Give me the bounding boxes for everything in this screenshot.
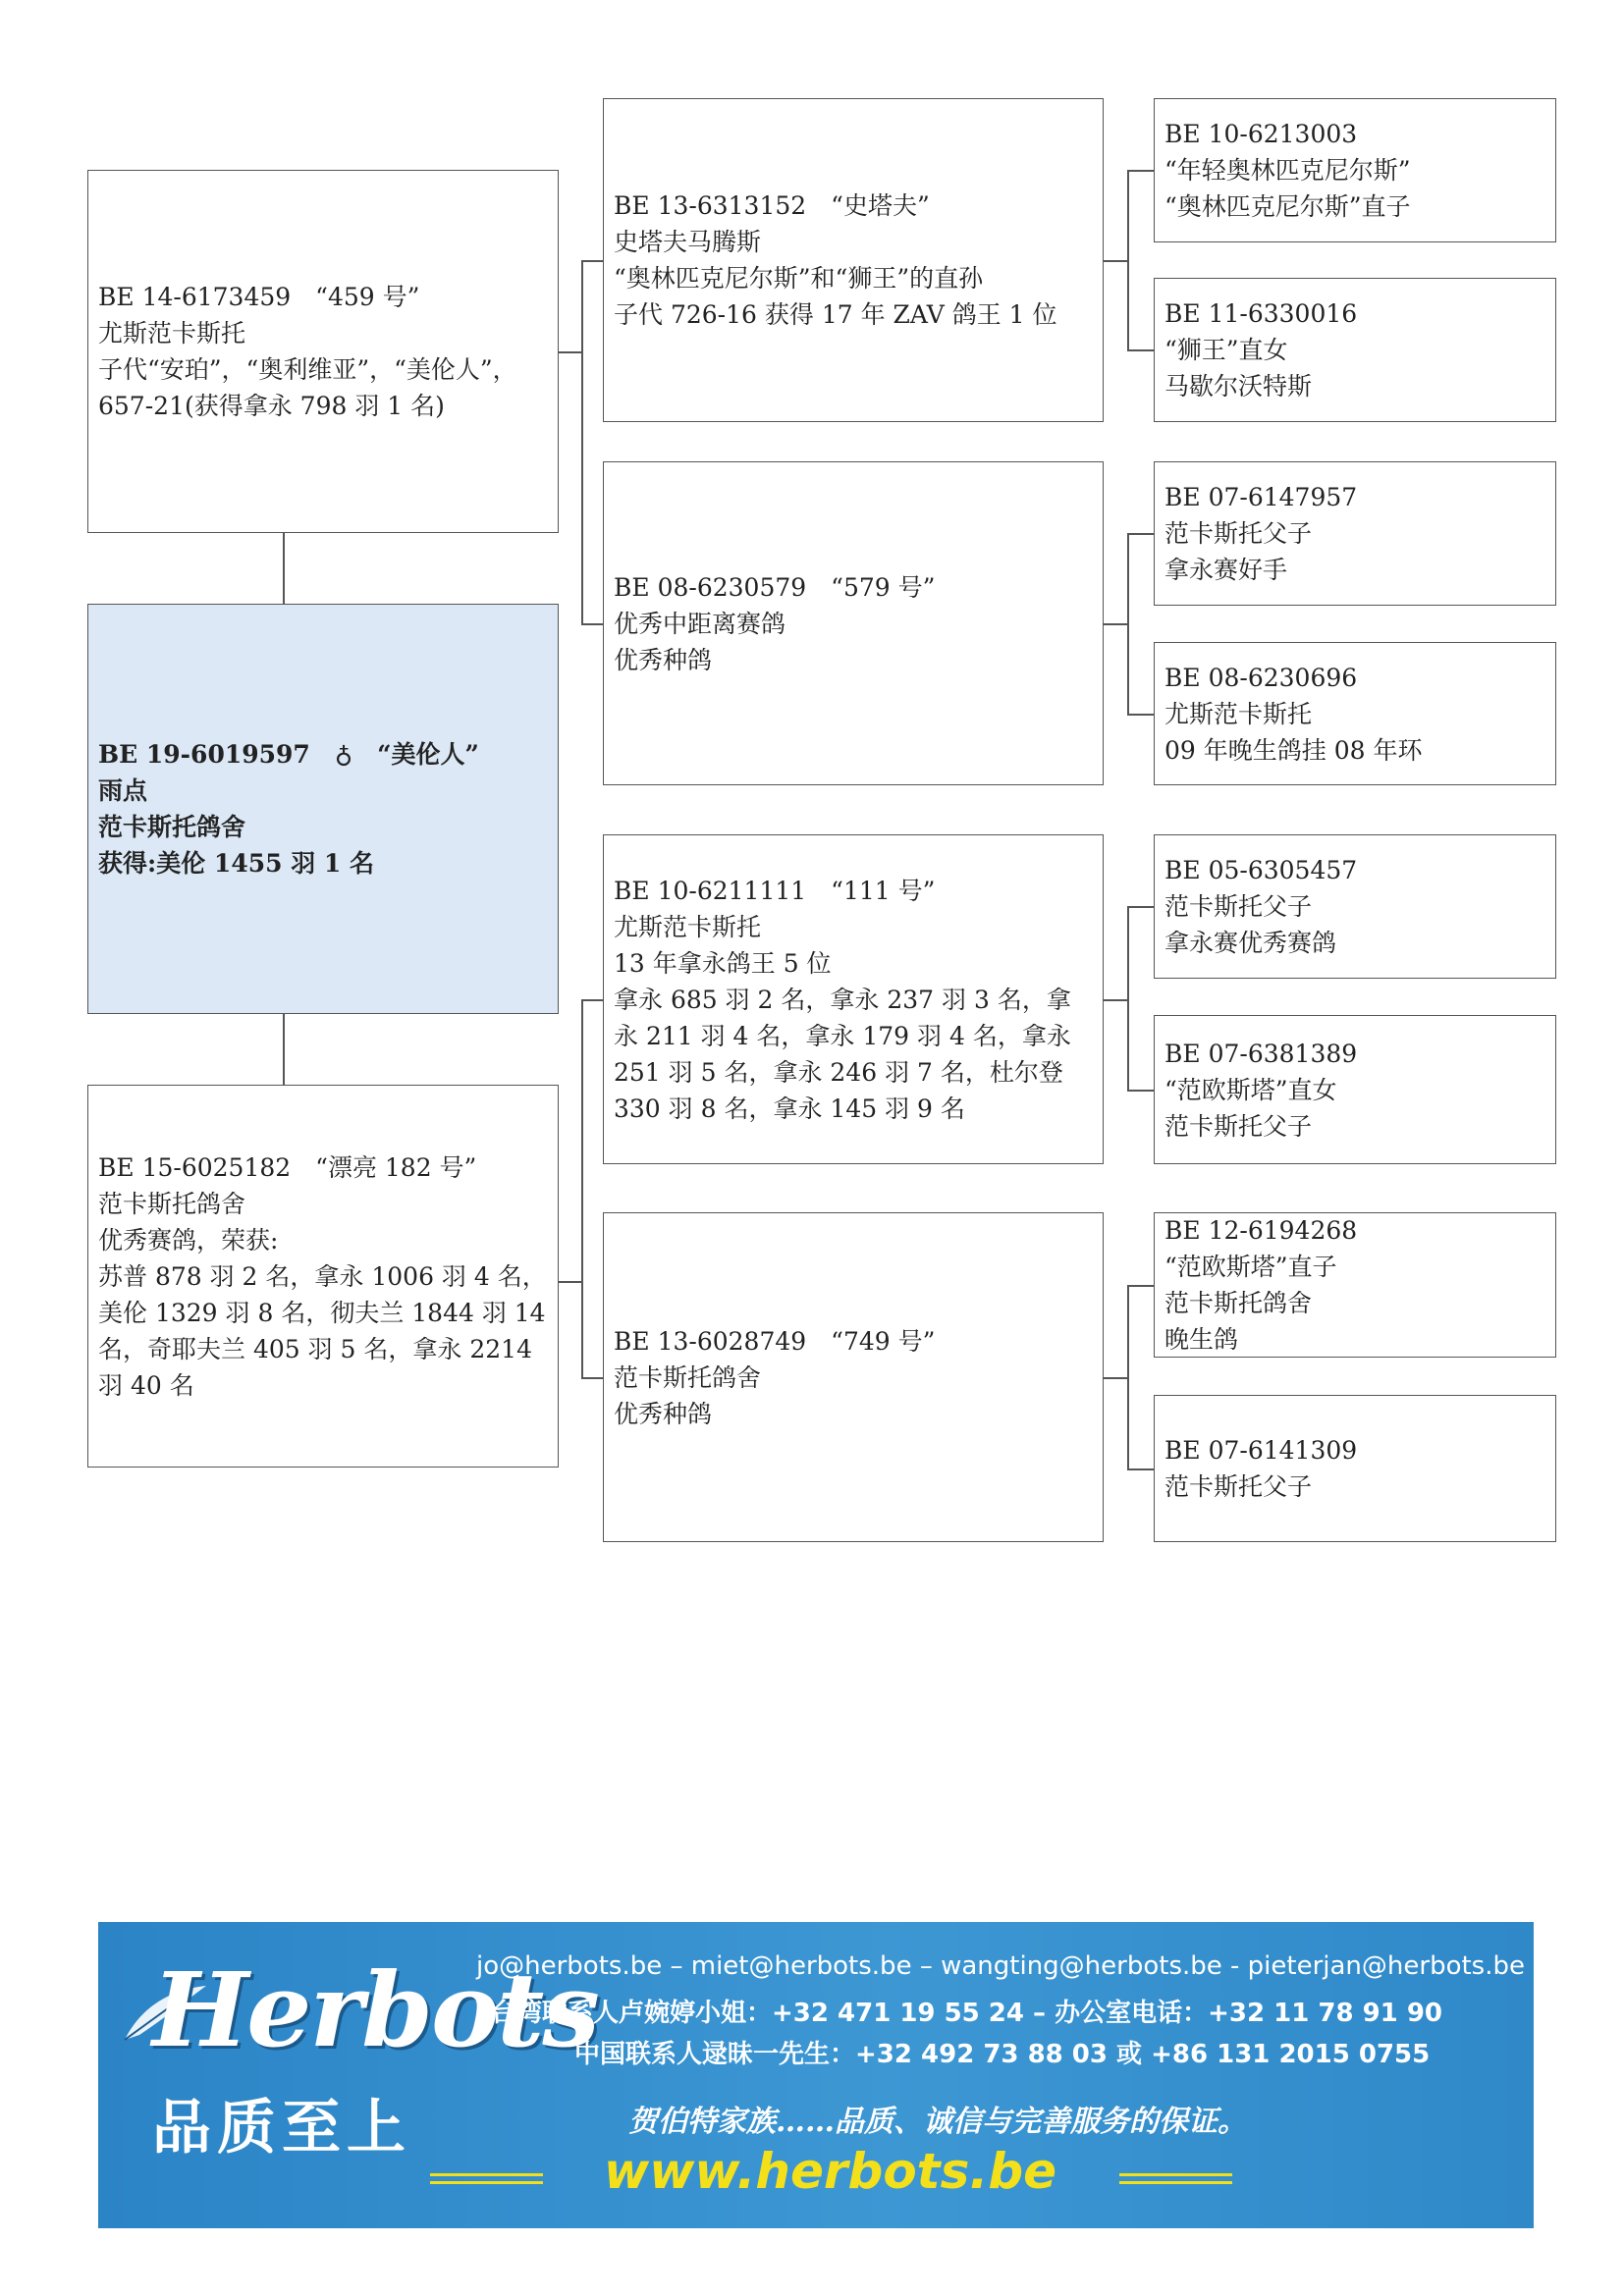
sss-box xyxy=(1154,98,1556,242)
ssd-ring: BE 11-6330016 xyxy=(1164,299,1358,328)
ds-ring: BE 10-6211111 “111 号” xyxy=(614,876,936,905)
ss-line-2: 史塔夫马腾斯 xyxy=(614,228,762,256)
subject-ring: BE 19-6019597 ♁ “美伦人” xyxy=(98,740,479,769)
connector xyxy=(1127,170,1129,349)
dds-line-3: 范卡斯托鸽舍 xyxy=(1164,1289,1313,1317)
sss-line-3: “奥林匹克尼尔斯”直子 xyxy=(1164,192,1411,221)
sire-sire-box xyxy=(603,98,1104,422)
dds-line-4: 晚生鸽 xyxy=(1164,1325,1239,1354)
dam-ring: BE 15-6025182 “漂亮 182 号” xyxy=(98,1152,477,1182)
dss-box xyxy=(1154,834,1556,979)
connector xyxy=(1127,1090,1154,1092)
connector xyxy=(1127,1285,1154,1287)
decorative-line xyxy=(430,2181,543,2184)
dd-ring: BE 13-6028749 “749 号” xyxy=(614,1326,936,1356)
sdd-ring: BE 08-6230696 xyxy=(1164,663,1358,692)
connector xyxy=(1104,260,1127,262)
dam-line-4: 苏普 878 羽 2 名，拿永 1006 羽 4 名，美伦 1329 羽 8 名，彻夫兰 1844 羽 14 名，奇耶夫兰 405 羽 5 名，拿永 2214 羽 40 名 xyxy=(98,1261,547,1400)
sire-line-2: 尤斯范卡斯托 xyxy=(98,319,246,347)
dsd-line-2: “范欧斯塔”直女 xyxy=(1164,1075,1337,1104)
ssd-line-2: “狮王”直女 xyxy=(1164,336,1288,364)
dsd-box xyxy=(1154,1015,1556,1164)
sss-ring: BE 10-6213003 xyxy=(1164,120,1358,148)
connector xyxy=(1127,714,1154,716)
ddd-line-2: 范卡斯托父子 xyxy=(1164,1472,1313,1501)
ssd-box xyxy=(1154,278,1556,422)
dd-line-2: 范卡斯托鸽舍 xyxy=(614,1362,762,1392)
dam-box xyxy=(87,1085,559,1468)
dam-line-3: 优秀赛鸽，荣获: xyxy=(98,1225,279,1255)
connector xyxy=(581,260,583,623)
connector xyxy=(1127,349,1154,351)
dss-line-2: 范卡斯托父子 xyxy=(1164,892,1313,921)
contact-taiwan: 台湾联系人卢婉婷小姐：+32 471 19 55 24 – 办公室电话：+32 11 78 91 90 xyxy=(491,1999,1442,2028)
sds-line-2: 范卡斯托父子 xyxy=(1164,519,1313,548)
connector xyxy=(1127,170,1154,172)
motto: 贺伯特家族……品质、诚信与完善服务的保证。 xyxy=(628,2105,1247,2139)
connector xyxy=(283,533,285,604)
herbots-logo: Herbots xyxy=(152,1949,598,2070)
website-link[interactable]: www.herbots.be xyxy=(604,2143,1057,2200)
connector xyxy=(1104,1377,1127,1379)
dss-line-3: 拿永赛优秀赛鸽 xyxy=(1164,929,1337,957)
ddd-ring: BE 07-6141309 xyxy=(1164,1436,1358,1465)
subject-line-4: 获得:美伦 1455 羽 1 名 xyxy=(98,849,375,878)
herbots-banner xyxy=(98,1922,1534,2228)
ds-line-3: 13 年拿永鸽王 5 位 xyxy=(614,948,832,978)
sds-line-3: 拿永赛好手 xyxy=(1164,556,1288,584)
connector xyxy=(1104,999,1127,1001)
dsd-ring: BE 07-6381389 xyxy=(1164,1039,1358,1068)
connector xyxy=(581,999,603,1001)
dam-dam-box xyxy=(603,1212,1104,1542)
sd-line-2: 优秀中距离赛鸽 xyxy=(614,609,786,638)
ssd-line-3: 马歇尔沃特斯 xyxy=(1164,372,1313,400)
dds-box xyxy=(1154,1212,1556,1358)
dds-line-2: “范欧斯塔”直子 xyxy=(1164,1253,1337,1281)
sire-line-3: 子代“安珀”，“奥利维亚”，“美伦人”，657-21(获得拿永 798 羽 1 名) xyxy=(98,355,517,420)
connector xyxy=(1104,623,1127,625)
ds-line-4: 拿永 685 羽 2 名，拿永 237 羽 3 名，拿永 211 羽 4 名，拿永 179 羽 4 名，拿永 251 羽 5 名，拿永 246 羽 7 名，杜尔登 330 羽 8 名，拿永 145 羽 9 名 xyxy=(614,985,1071,1123)
decorative-line xyxy=(430,2173,543,2176)
connector xyxy=(1127,1468,1154,1470)
sdd-line-3: 09 年晚生鸽挂 08 年环 xyxy=(1164,735,1423,765)
sdd-box xyxy=(1154,642,1556,785)
subject-box xyxy=(87,604,559,1014)
ddd-box xyxy=(1154,1395,1556,1542)
connector xyxy=(581,260,603,262)
subject-line-2: 雨点 xyxy=(98,776,148,805)
sdd-line-2: 尤斯范卡斯托 xyxy=(1164,699,1313,728)
sd-line-3: 优秀种鸽 xyxy=(614,645,713,674)
dsd-line-3: 范卡斯托父子 xyxy=(1164,1111,1313,1141)
sss-line-2: “年轻奥林匹克尼尔斯” xyxy=(1164,156,1411,185)
connector xyxy=(1127,533,1129,714)
subject-line-3: 范卡斯托鸽舍 xyxy=(98,813,246,841)
sire-dam-box xyxy=(603,461,1104,785)
connector xyxy=(1127,906,1154,908)
dam-sire-box xyxy=(603,834,1104,1164)
dds-ring: BE 12-6194268 xyxy=(1164,1216,1358,1245)
connector xyxy=(1127,533,1154,535)
connector xyxy=(559,351,581,353)
decorative-line xyxy=(1119,2181,1232,2184)
ss-line-3: “奥林匹克尼尔斯”和“狮王”的直孙 xyxy=(614,264,984,293)
dd-line-3: 优秀种鸽 xyxy=(614,1399,713,1428)
contact-emails[interactable]: jo@herbots.be – miet@herbots.be – wangting@herbots.be - pieterjan@herbots.be xyxy=(476,1951,1525,1981)
ds-line-2: 尤斯范卡斯托 xyxy=(614,912,762,941)
contact-china: 中国联系人逯昧一先生：+32 492 73 88 03 或 +86 131 2015 0755 xyxy=(574,2040,1431,2069)
sire-ring: BE 14-6173459 “459 号” xyxy=(98,283,420,311)
sds-box xyxy=(1154,461,1556,606)
connector xyxy=(581,1377,603,1379)
connector xyxy=(1127,906,1129,1090)
connector xyxy=(283,1014,285,1085)
sds-ring: BE 07-6147957 xyxy=(1164,483,1358,511)
connector xyxy=(559,1281,581,1283)
sd-ring: BE 08-6230579 “579 号” xyxy=(614,572,936,602)
sire-box xyxy=(87,170,559,533)
ss-line-4: 子代 726-16 获得 17 年 ZAV 鸽王 1 位 xyxy=(614,300,1057,329)
connector xyxy=(581,999,583,1377)
dss-ring: BE 05-6305457 xyxy=(1164,856,1358,884)
dam-line-2: 范卡斯托鸽舍 xyxy=(98,1189,246,1218)
connector xyxy=(581,623,603,625)
connector xyxy=(1127,1285,1129,1468)
ss-ring: BE 13-6313152 “史塔夫” xyxy=(614,191,930,220)
slogan: 品质至上 xyxy=(152,2094,411,2163)
decorative-line xyxy=(1119,2173,1232,2176)
